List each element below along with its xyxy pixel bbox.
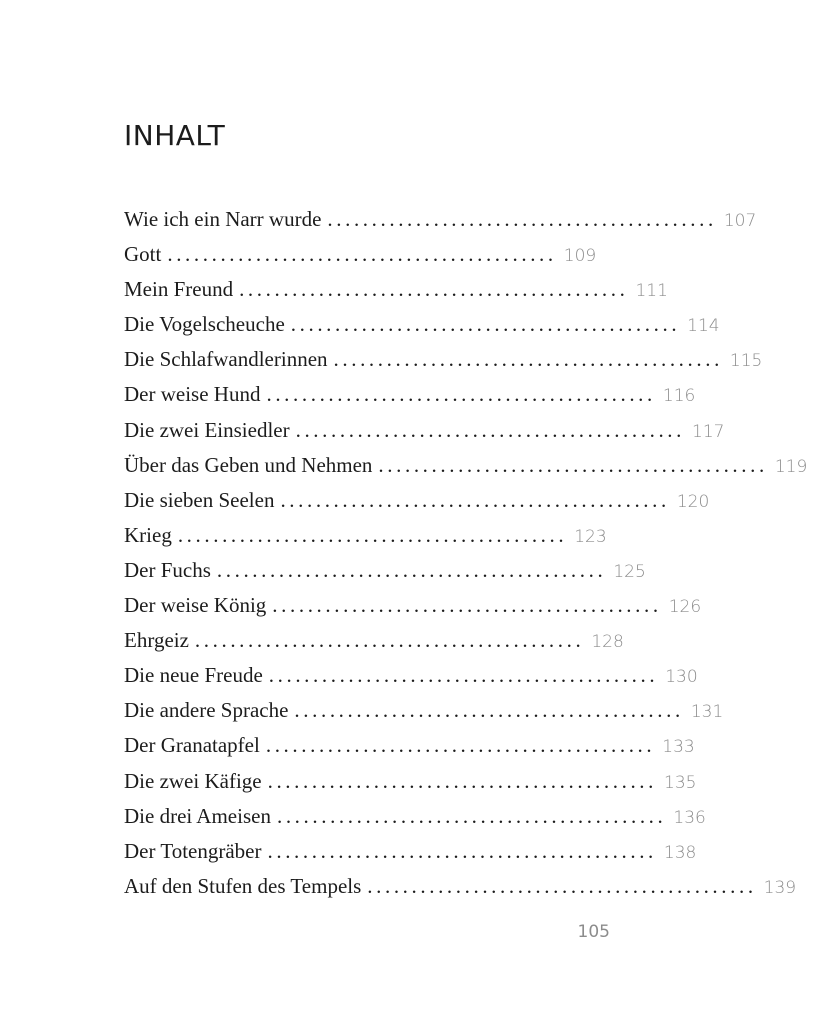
toc-entry-title: Über das Geben und Nehmen (124, 452, 373, 477)
toc-entry-page: 130 (665, 667, 698, 688)
toc-dot-leader: ............................................ (272, 593, 662, 618)
toc-entry-page: 117 (692, 421, 725, 442)
page-number: 105 (577, 922, 610, 942)
toc-dot-leader: ............................................ (216, 557, 607, 582)
toc-entry-page: 135 (664, 772, 697, 793)
toc-entry-title: Mein Freund (124, 277, 234, 302)
toc-entry-title: Die zwei Käfige (124, 768, 262, 793)
toc-entry-page: 136 (673, 807, 706, 828)
toc-dot-leader: ............................................ (280, 487, 670, 512)
toc-entry-title: Krieg (124, 522, 172, 547)
toc-entry-page: 111 (635, 281, 668, 302)
toc-entry-page: 120 (676, 491, 710, 512)
toc-entry-title: Die andere Sprache (124, 698, 289, 723)
toc-entry (124, 588, 702, 623)
toc-dot-leader: ............................................ (266, 382, 656, 407)
toc-dot-leader: ............................................ (276, 803, 667, 828)
toc-entry-title: Der weise König (124, 593, 267, 618)
toc-entry (124, 728, 695, 763)
toc-entry-page: 131 (690, 702, 724, 723)
toc-dot-leader: ............................................ (378, 452, 768, 477)
toc-entry-title: Wie ich ein Narr wurde (124, 207, 322, 231)
toc-entry (124, 623, 624, 658)
toc-entry-page: 107 (723, 211, 757, 231)
toc-entry-title: Ehrgeiz (124, 628, 189, 653)
toc-dot-leader: ............................................ (267, 838, 657, 863)
toc-entry-page: 119 (774, 456, 808, 477)
toc-entry-title: Auf den Stufen des Tempels (124, 873, 362, 898)
toc-entry-page: 123 (574, 526, 607, 547)
toc-entry-title: Die Vogelscheuche (124, 312, 285, 337)
toc-entry-title: Der Granatapfel (124, 733, 260, 758)
toc-dot-leader: ............................................ (333, 347, 723, 372)
toc-entry (124, 448, 808, 483)
toc-entry-title: Die neue Freude (124, 663, 263, 688)
toc-entry-page: 125 (613, 561, 646, 582)
toc-entry (124, 342, 763, 377)
toc-entry (124, 413, 725, 448)
table-of-contents (124, 202, 808, 904)
toc-dot-leader: ............................................ (367, 873, 757, 898)
toc-entry (124, 834, 697, 869)
toc-entry-title: Gott (124, 242, 162, 267)
toc-dot-leader: ............................................ (267, 768, 658, 793)
toc-entry (124, 483, 710, 518)
toc-entry-title: Die sieben Seelen (124, 487, 275, 512)
toc-entry (124, 764, 697, 799)
toc-entry-page: 139 (763, 877, 797, 898)
toc-dot-leader: ............................................ (268, 663, 659, 688)
toc-entry-page: 115 (729, 351, 763, 372)
toc-entry (124, 272, 668, 307)
toc-entry (124, 799, 706, 834)
toc-entry (124, 518, 607, 553)
toc-entry (124, 202, 757, 237)
page-title: INHALT (124, 119, 226, 152)
toc-entry (124, 553, 646, 588)
toc-entry-page: 126 (668, 597, 702, 618)
toc-entry-title: Die zwei Einsiedler (124, 417, 290, 442)
toc-dot-leader: ............................................ (167, 242, 557, 267)
toc-dot-leader: ............................................ (327, 207, 717, 231)
toc-entry-title: Der weise Hund (124, 382, 261, 407)
toc-entry-title: Der Fuchs (124, 557, 211, 582)
toc-dot-leader: ............................................ (265, 733, 656, 758)
toc-entry (124, 693, 724, 728)
toc-dot-leader: ............................................ (295, 417, 686, 442)
toc-entry (124, 658, 698, 693)
toc-dot-leader: ............................................ (194, 628, 585, 653)
toc-entry-page: 109 (563, 246, 597, 267)
toc-entry-title: Die Schlafwandlerinnen (124, 347, 328, 372)
toc-entry (124, 869, 797, 904)
toc-dot-leader: ............................................ (290, 312, 681, 337)
toc-entry-page: 138 (663, 842, 697, 863)
toc-entry-page: 128 (591, 632, 624, 653)
toc-entry-page: 133 (662, 737, 695, 758)
toc-dot-leader: ............................................ (239, 277, 629, 302)
toc-entry (124, 307, 720, 342)
toc-entry-title: Die drei Ameisen (124, 803, 271, 828)
toc-entry-title: Der Totengräber (124, 838, 262, 863)
toc-entry-page: 114 (687, 316, 720, 337)
toc-entry (124, 237, 597, 272)
toc-dot-leader: ............................................ (177, 522, 568, 547)
toc-entry (124, 377, 696, 412)
toc-entry-page: 116 (662, 386, 696, 407)
toc-dot-leader: ............................................ (294, 698, 684, 723)
